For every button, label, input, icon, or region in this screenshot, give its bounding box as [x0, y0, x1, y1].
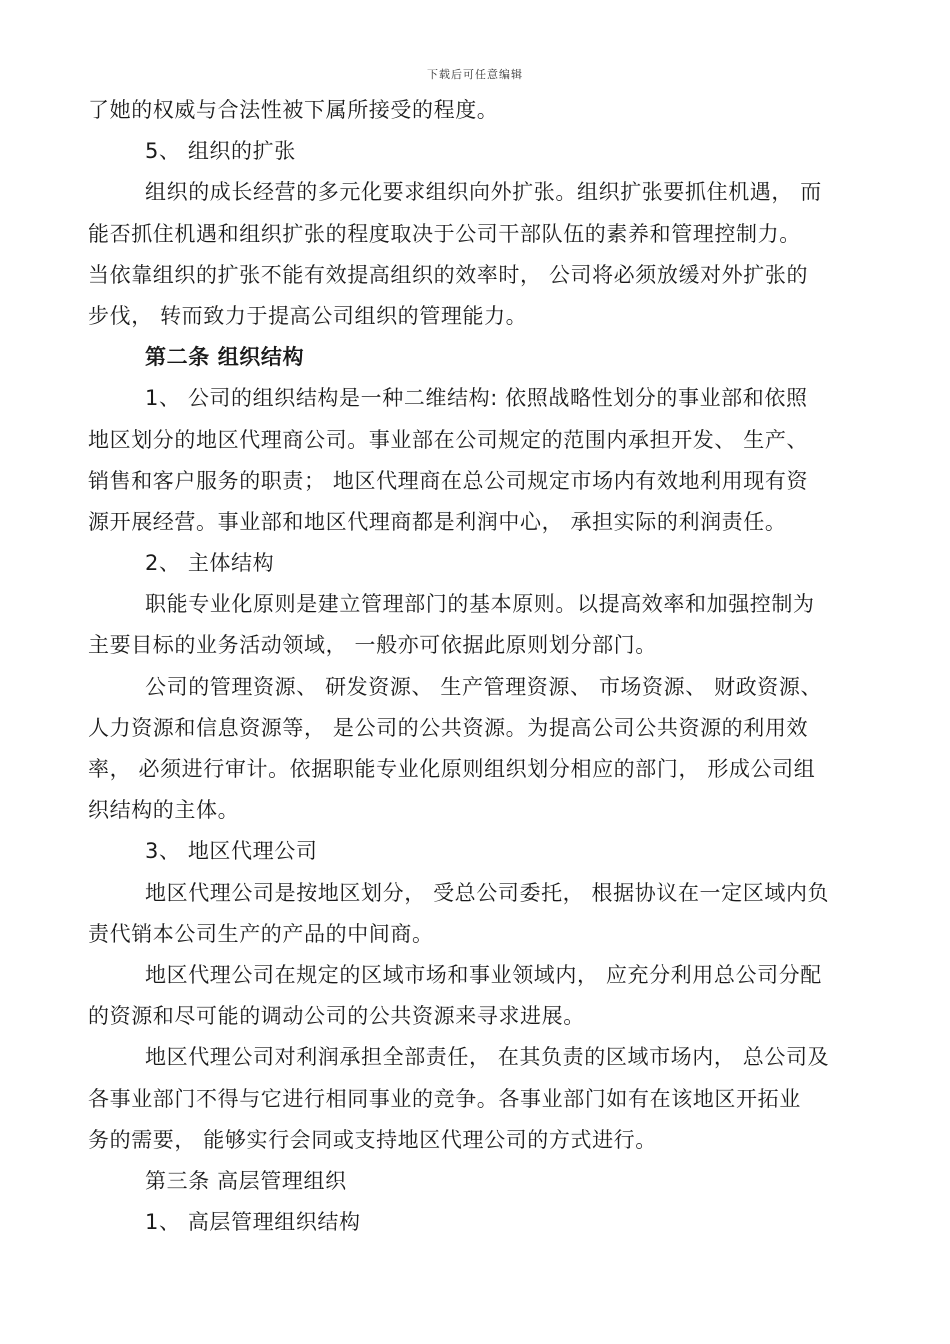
text-line: 步伐， 转而致力于提高公司组织的管理能力。: [88, 303, 528, 328]
text-line: 地区划分的地区代理商公司。事业部在公司规定的范围内承担开发、 生产、: [88, 427, 809, 452]
text-line: 地区代理公司是按地区划分， 受总公司委托， 根据协议在一定区域内负: [145, 880, 830, 905]
text-line: 了她的权威与合法性被下属所接受的程度。: [88, 98, 499, 122]
text-line: 率， 必须进行审计。依据职能专业化原则组织划分相应的部门， 形成公司组: [88, 757, 816, 781]
text-line: 1、 高层管理组织结构: [145, 1210, 361, 1235]
text-line: 当依靠组织的扩张不能有效提高组织的效率时， 公司将必须放缓对外扩张的: [88, 262, 809, 287]
text-line: 的资源和尽可能的调动公司的公共资源来寻求进展。: [88, 1004, 585, 1029]
text-line: 能否抓住机遇和组织扩张的程度取决于公司干部队伍的素养和管理控制力。: [88, 221, 801, 246]
text-line: 责代销本公司生产的产品的中间商。: [88, 921, 434, 946]
text-line: 5、 组织的扩张: [145, 139, 296, 164]
text-line: 第三条 高层管理组织: [145, 1168, 347, 1193]
text-line: 2、 主体结构: [145, 551, 275, 576]
text-line: 3、 地区代理公司: [145, 839, 318, 864]
text-line: 公司的管理资源、 研发资源、 生产管理资源、 市场资源、 财政资源、: [145, 674, 823, 699]
document-body: [88, 90, 868, 1243]
text-line: 地区代理公司对利润承担全部责任， 在其负责的区域市场内， 总公司及: [145, 1045, 830, 1070]
section-heading-line: 第二条 组织结构: [145, 345, 305, 370]
text-line: 人力资源和信息资源等， 是公司的公共资源。为提高公司公共资源的利用效: [88, 715, 809, 740]
text-line: 销售和客户服务的职责； 地区代理商在总公司规定市场内有效地利用现有资: [88, 468, 809, 493]
text-line: 各事业部门不得与它进行相同事业的竞争。各事业部门如有在该地区开拓业: [88, 1086, 801, 1111]
text-line: 织结构的主体。: [88, 798, 240, 823]
text-line: 1、 公司的组织结构是一种二维结构: 依照战略性划分的事业部和依照: [145, 386, 808, 411]
text-line: 地区代理公司在规定的区域市场和事业领域内， 应充分利用总公司分配: [145, 962, 822, 987]
text-line: 源开展经营。事业部和地区代理商都是利润中心， 承担实际的利润责任。: [88, 509, 787, 534]
text-line: 职能专业化原则是建立管理部门的基本原则。以提高效率和加强控制为: [145, 592, 815, 617]
header-note: 下载后可任意编辑: [427, 68, 523, 81]
text-line: 组织的成长经营的多元化要求组织向外扩张。组织扩张要抓住机遇， 而: [145, 180, 822, 205]
text-line: 主要目标的业务活动领域， 一般亦可依据此原则划分部门。: [88, 633, 657, 658]
text-line: 务的需要， 能够实行会同或支持地区代理公司的方式进行。: [88, 1127, 657, 1152]
